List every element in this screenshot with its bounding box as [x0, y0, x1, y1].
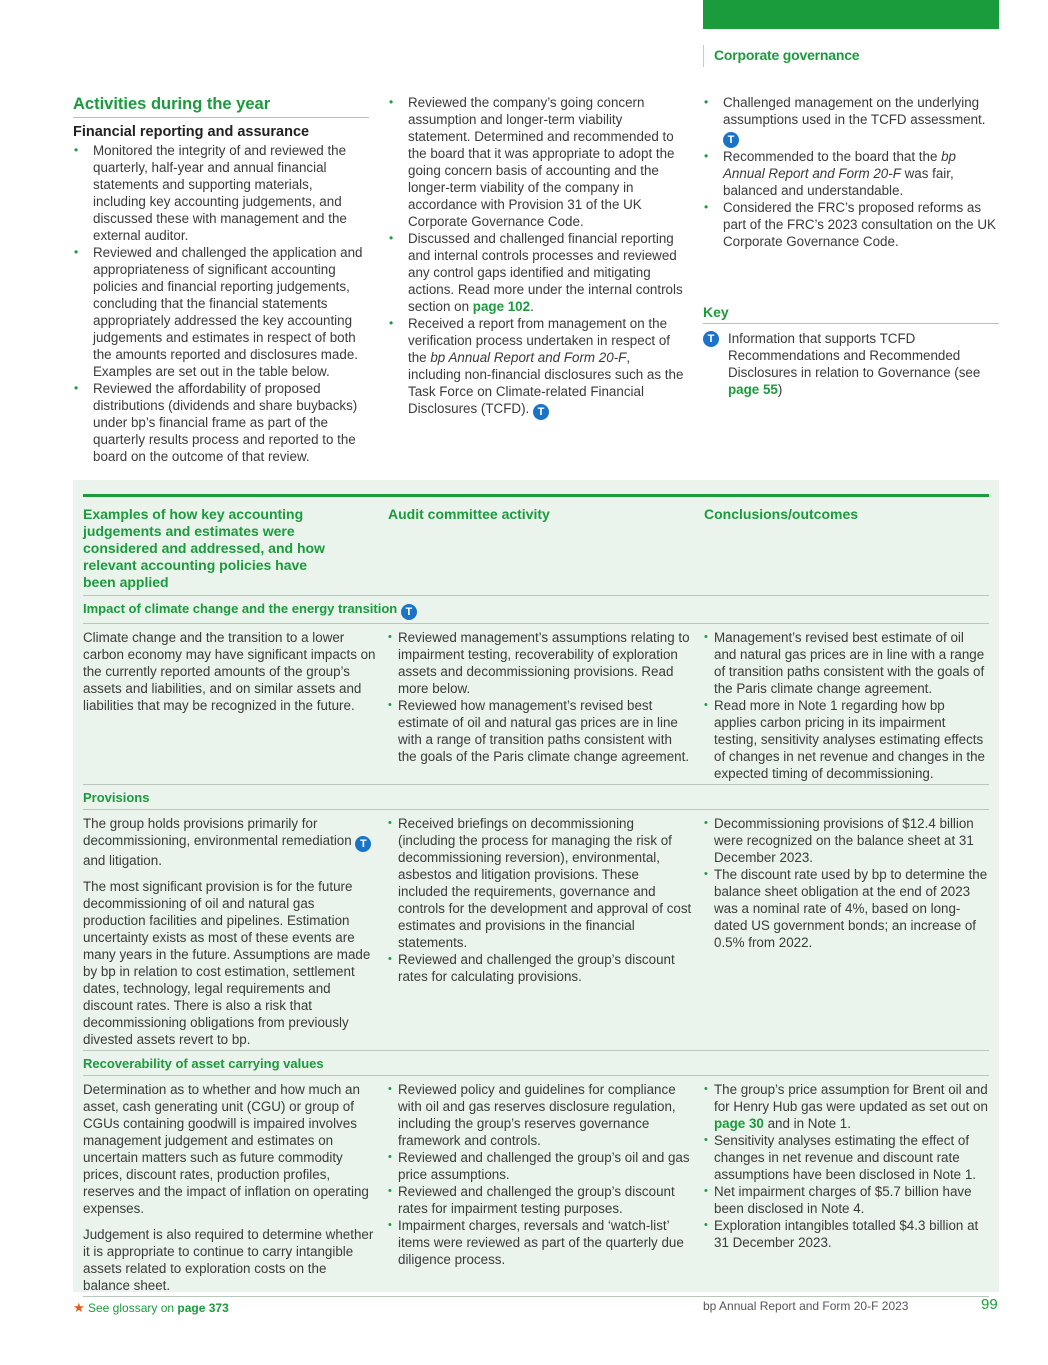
- tcfd-badge-icon: T: [355, 836, 371, 852]
- group-heading-recoverability: Recoverability of asset carrying values: [83, 1051, 989, 1076]
- column-header: Audit committee activity: [388, 506, 550, 522]
- star-icon: ★: [73, 1300, 85, 1315]
- list-item: • Reviewed and challenged the application and appropriateness of significant accounting policies and financial reporting judgements, concluding that the financial statements appropriately addressed the key accounting judgements and estimates in respect of both the amounts reported and disclosures made. Examples are set out in the table below.: [73, 244, 369, 380]
- header-green-bar: [703, 0, 999, 29]
- group-heading-provisions: Provisions: [83, 785, 989, 810]
- glossary-note: ★ See glossary on page 373: [73, 1300, 229, 1315]
- table-cell: The group holds provisions primarily for decommissioning, environmental remediation T and litigation. The most significant provision is for the future decommissioning of oil and natural gas production facilities and pipelines. Estimation uncertainty exists as most of these events are many years in the future. Assumptions are made by bp in relation to cost estimation, settlement dates, technology, legal requirements and discount rates. There is also a risk that decommissioning obligations from previously divested assets revert to bp.: [83, 816, 371, 1047]
- table-cell: [388, 815, 704, 1048]
- tcfd-badge-icon: T: [533, 404, 549, 420]
- tcfd-badge-icon: T: [703, 331, 719, 347]
- table-cell: [704, 629, 989, 782]
- list-item: • Reviewed management’s assumptions relating to impairment testing, recoverability of exploration assets and decommissioning provisions. Read more below.: [388, 629, 692, 697]
- list-item: • Considered the FRC’s proposed reforms as part of the FRC’s 2023 consultation on the UK Corporate Governance Code.: [703, 199, 999, 250]
- page-number: 99: [981, 1296, 998, 1313]
- activities-column-3: [703, 94, 999, 398]
- list-item: • Reviewed policy and guidelines for compliance with oil and gas reserves disclosure regulation, including the group’s reserves governance framework and controls.: [388, 1081, 692, 1149]
- page-102-link[interactable]: page 102: [472, 299, 531, 314]
- list-item: • Read more in Note 1 regarding how bp applies carbon pricing in its impairment testing, sensitivity analyses estimating effects of changes in net revenue and changes in the expected timing of decommissioning.: [704, 697, 989, 782]
- key-text: Information that supports TCFD Recommendations and Recommended Disclosures in relation to Governance (see page 55): [728, 331, 981, 397]
- table-row: [83, 810, 989, 1051]
- report-title: bp Annual Report and Form 20-F 2023: [703, 1299, 909, 1313]
- key-row: [703, 330, 999, 398]
- list-item: • Impairment charges, reversals and ‘watch-list’ items were reviewed as part of the quarterly due diligence process.: [388, 1217, 692, 1268]
- list-item: • Discussed and challenged financial reporting and internal controls processes and reviewed any control gaps identified and mitigating actions. Read more under the internal controls section on page 102.: [388, 230, 686, 315]
- activities-list-3: [703, 94, 999, 250]
- activities-subtitle: Financial reporting and assurance: [73, 124, 310, 140]
- activities-column-2: [388, 94, 686, 420]
- judgements-table: [83, 497, 989, 1297]
- page-30-link[interactable]: page 30: [714, 1116, 764, 1131]
- list-item: • Net impairment charges of $5.7 billion have been disclosed in Note 4.: [704, 1183, 989, 1217]
- list-item: • Reviewed the company’s going concern assumption and longer-term viability statement. Determined and recommended to the board that it was appropriate to adopt the going concern basis of accounting and the longer-term viability of the company in accordance with Provision 31 of the UK Corporate Governance Code.: [388, 94, 686, 230]
- table-cell: [388, 1081, 704, 1294]
- list-item: • Reviewed the affordability of proposed distributions (dividends and share buybacks) under bp’s financial frame as part of the quarterly results process and reported to the board on the outcome of that review.: [73, 380, 369, 465]
- list-item: • Exploration intangibles totalled $4.3 billion at 31 December 2023.: [704, 1217, 989, 1251]
- activities-title: Activities during the year: [73, 93, 369, 118]
- page-55-link[interactable]: page 55: [728, 382, 778, 397]
- list-item: • Reviewed and challenged the group’s discount rates for impairment testing purposes.: [388, 1183, 692, 1217]
- list-item: • The discount rate used by bp to determine the balance sheet obligation at the end of 2023 was a nominal rate of 4%, based on long-dated US government bonds; an increase of 0.5% from 2022.: [704, 866, 989, 951]
- activities-column-1: [73, 93, 369, 465]
- list-item: • Reviewed how management’s revised best estimate of oil and natural gas prices are in line with a range of transition paths consistent with the goals of the Paris climate change agreement.: [388, 697, 692, 765]
- list-item: • The group’s price assumption for Brent oil and for Henry Hub gas were updated as set out on page 30 and in Note 1.: [704, 1081, 989, 1132]
- table-cell: [388, 629, 704, 782]
- tcfd-badge-icon: T: [723, 132, 739, 148]
- list-item: • Recommended to the board that the bp Annual Report and Form 20-F was fair, balanced and understandable.: [703, 148, 999, 199]
- table-cell: Climate change and the transition to a lower carbon economy may have significant impacts on the currently reported amounts of the group’s assets and liabilities, and on similar assets and liabilities that may be recognized in the future.: [83, 630, 376, 713]
- table-cell: [704, 815, 989, 1048]
- key-section: [703, 302, 999, 398]
- tcfd-badge-icon: T: [401, 604, 417, 620]
- key-title: Key: [703, 302, 999, 324]
- table-header-row: [83, 497, 989, 596]
- list-item: • Sensitivity analyses estimating the effect of changes in net revenue and discount rate assumptions have been disclosed in Note 1.: [704, 1132, 989, 1183]
- table-cell: Determination as to whether and how much an asset, cash generating unit (CGU) or group of CGUs containing goodwill is impaired involves management judgement and estimates on uncertain matters such as future commodity prices, discount rates, production profiles, reserves and the impact of inflation on operating expenses. Judgement is also required to determine whether it is appropriate to continue to carry intangible assets related to exploration costs on the balance sheet.: [83, 1082, 374, 1293]
- list-item: • Monitored the integrity of and reviewed the quarterly, half-year and annual financial statements and supporting materials, including key accounting judgements, and discussed these with management and the external auditor.: [73, 142, 369, 244]
- judgements-table-panel: [73, 480, 999, 1292]
- page-373-link[interactable]: page 373: [177, 1301, 229, 1315]
- table-row: [83, 624, 989, 785]
- list-item: • Reviewed and challenged the group’s discount rates for calculating provisions.: [388, 951, 692, 985]
- list-item: • Management’s revised best estimate of oil and natural gas prices are in line with a range of transition paths consistent with the goals of the Paris climate change agreement.: [704, 629, 989, 697]
- section-label: Corporate governance: [703, 45, 859, 67]
- column-header: Examples of how key accounting judgements and estimates were considered and addressed, and how relevant accounting policies have been applied: [83, 506, 325, 590]
- table-cell: [704, 1081, 989, 1294]
- list-item: • Received a report from management on the verification process undertaken in respect of the bp Annual Report and Form 20-F, including non-financial disclosures such as the Task Force on Climate-related Financial Disclosures (TCFD). T: [388, 315, 686, 420]
- group-heading-climate: Impact of climate change and the energy transition T: [83, 596, 989, 624]
- list-item: • Challenged management on the underlying assumptions used in the TCFD assessment. T: [703, 94, 999, 148]
- activities-list-2: [388, 94, 686, 420]
- activities-list-1: [73, 142, 369, 465]
- table-row: [83, 1076, 989, 1297]
- list-item: • Received briefings on decommissioning (including the process for managing the risk of decommissioning reversion), environmental, asbestos and litigation provisions. These included the requirements, governance and controls for the development and approval of cost estimates and provisions in the financial statements.: [388, 815, 692, 951]
- list-item: • Decommissioning provisions of $12.4 billion were recognized on the balance sheet at 31 December 2023.: [704, 815, 989, 866]
- column-header: Conclusions/outcomes: [704, 506, 859, 522]
- list-item: • Reviewed and challenged the group’s oil and gas price assumptions.: [388, 1149, 692, 1183]
